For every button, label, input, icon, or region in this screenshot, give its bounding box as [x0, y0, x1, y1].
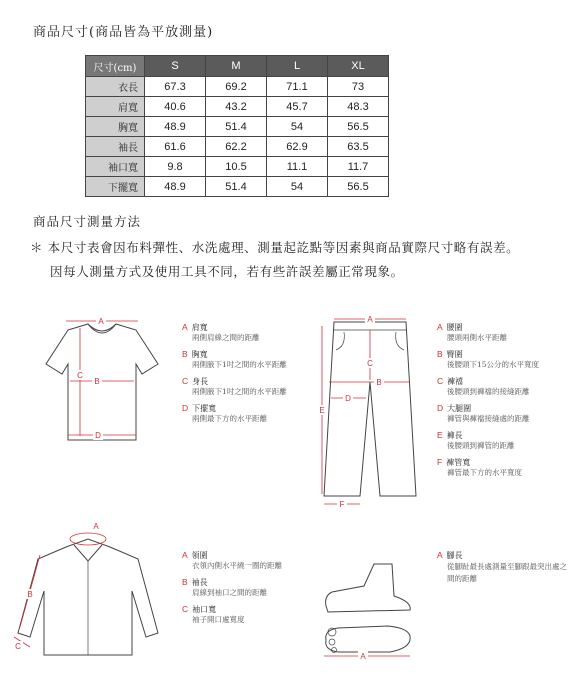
- dim-label-a: A: [98, 317, 104, 326]
- size-header-xl: XL: [328, 56, 389, 77]
- dim-label-c: C: [367, 359, 373, 368]
- legend-item: B 袖長 肩線到袖口之間的距離: [182, 577, 267, 597]
- table-cell: 48.9: [145, 177, 206, 197]
- dim-label-b: B: [376, 378, 382, 387]
- table-cell: 9.8: [145, 157, 206, 177]
- foot-top-outline: [326, 626, 410, 652]
- dim-label-f: F: [339, 500, 345, 509]
- table-row: [86, 177, 389, 197]
- table-cell: 51.4: [206, 117, 267, 137]
- table-cell: 11.7: [328, 157, 389, 177]
- dim-label-a: A: [367, 315, 373, 324]
- dim-label-a: A: [93, 522, 99, 531]
- row-label: 衣長: [86, 77, 145, 97]
- table-cell: 45.7: [267, 97, 328, 117]
- table-row: [86, 137, 389, 157]
- dim-label-b: B: [27, 590, 33, 599]
- tshirt-diagram: [40, 312, 165, 447]
- table-row: [86, 97, 389, 117]
- table-cell: 63.5: [328, 137, 389, 157]
- table-cell: 73: [328, 77, 389, 97]
- table-cell: 71.1: [267, 77, 328, 97]
- foot-side-outline: [326, 564, 411, 612]
- size-section-title: 商品尺寸(商品皆為平放測量): [33, 25, 214, 40]
- tshirt-legend: [182, 322, 287, 430]
- legend-item: D 大腿圍 褲管與褲襠接縫處的距離: [437, 403, 530, 423]
- size-table-header: [86, 56, 389, 77]
- dim-label-d: D: [95, 431, 101, 440]
- legend-item: D 下擺寬 兩側最下方的水平距離: [182, 403, 267, 423]
- note-line-1: ＊ 本尺寸表會因布料彈性、水洗處理、測量起訖點等因素與商品實際尺寸略有誤差。: [30, 240, 520, 255]
- size-header-l: L: [267, 56, 328, 77]
- dim-label-d: D: [345, 394, 351, 403]
- table-cell: 10.5: [206, 157, 267, 177]
- note-line-2: 因每人測量方式及使用工具不同，若有些許誤差屬正常現象。: [50, 264, 404, 279]
- size-header-s: S: [145, 56, 206, 77]
- table-cell: 62.2: [206, 137, 267, 157]
- dim-label-b: B: [94, 377, 100, 386]
- corner-header: 尺寸(cm): [86, 56, 145, 77]
- legend-item: E 褲長 後腰頭到褲管的距離: [437, 430, 515, 450]
- table-cell: 67.3: [145, 77, 206, 97]
- size-header-m: M: [206, 56, 267, 77]
- row-label: 袖長: [86, 137, 145, 157]
- table-cell: 62.9: [267, 137, 328, 157]
- legend-item: B 胸寬 兩側腋下1吋之間的水平距離: [182, 349, 287, 369]
- table-cell: 54: [267, 177, 328, 197]
- legend-item: F 褲管寬 褲管最下方的水平寬度: [437, 457, 522, 477]
- foot-diagram: [318, 556, 418, 666]
- legend-item: C 袖口寬 袖子開口處寬度: [182, 604, 245, 624]
- row-label: 袖口寬: [86, 157, 145, 177]
- dim-label-a: A: [360, 652, 366, 661]
- table-row: [86, 117, 389, 137]
- table-cell: 48.3: [328, 97, 389, 117]
- table-row: [86, 157, 389, 177]
- dim-label-c: C: [77, 371, 83, 380]
- pants-diagram: [314, 312, 424, 512]
- pants-legend: [437, 322, 539, 484]
- legend-item: C 褲襠 後腰頭到褲襠的接縫距離: [437, 376, 530, 396]
- legend-item: B 臀圍 後腰頭下15公分的水平寬度: [437, 349, 540, 369]
- table-cell: 56.5: [328, 117, 389, 137]
- dress-shirt-legend: [182, 550, 282, 631]
- measure-method-title: 商品尺寸測量方法: [33, 214, 142, 229]
- table-cell: 61.6: [145, 137, 206, 157]
- dim-label-e: E: [319, 406, 325, 415]
- legend-item: A 領圍 衣領內側水平繞一圈的距離: [182, 550, 282, 570]
- legend-item: C 身長 兩側腋下1吋之間的水平距離: [182, 376, 287, 396]
- foot-legend: [437, 550, 567, 591]
- table-cell: 43.2: [206, 97, 267, 117]
- table-cell: 69.2: [206, 77, 267, 97]
- table-cell: 56.5: [328, 177, 389, 197]
- table-cell: 51.4: [206, 177, 267, 197]
- legend-item: A 肩寬 兩側肩線之間的距離: [182, 322, 260, 342]
- row-label: 下擺寬: [86, 177, 145, 197]
- size-table: [85, 55, 389, 197]
- table-row: [86, 77, 389, 97]
- table-cell: 40.6: [145, 97, 206, 117]
- table-cell: 48.9: [145, 117, 206, 137]
- table-cell: 54: [267, 117, 328, 137]
- row-label: 胸寬: [86, 117, 145, 137]
- dim-label-c: C: [15, 642, 21, 651]
- legend-item: A 腳長 從腳趾最長處測量至腳跟最突出處之間的距離: [437, 550, 567, 583]
- row-label: 肩寬: [86, 97, 145, 117]
- legend-item: A 腰圍 腰頭兩側水平距離: [437, 322, 507, 342]
- table-cell: 11.1: [267, 157, 328, 177]
- dress-shirt-diagram: [8, 515, 168, 665]
